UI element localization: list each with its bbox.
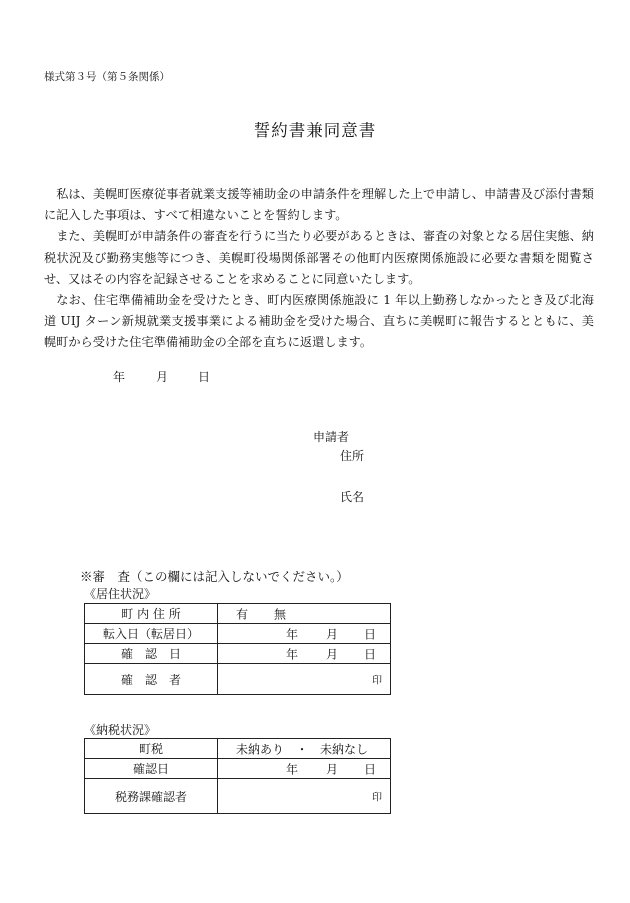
seal-mark: 印 [372, 675, 382, 687]
paragraph-2: また、美幌町が申請条件の審査を行うに当たり必要があるときは、審査の対象となる居住実態、納税状況及び勤務実態等につき、美幌町役場関係部署その他町内医療関係施設に必要な書類を閲覧させ、又はその内容を記録させることを求めることに同意いたします。 [44, 229, 594, 286]
table-row [85, 759, 391, 779]
table-row [85, 624, 391, 644]
table-row [85, 739, 391, 759]
paragraph-1: 私は、美幌町医療従事者就業支援等補助金の申請条件を理解した上で申請し、申請書及び添付書類に記入した事項は、すべて相違ないことを誓約します。 [44, 187, 594, 223]
residence-address-label: 町 内 住 所 [85, 604, 218, 624]
form-number: 様式第３号（第５条関係） [44, 71, 170, 83]
tax-confirmation-date-label: 確認日 [85, 759, 218, 779]
town-tax-label: 町税 [85, 739, 218, 759]
confirmation-date-value [218, 644, 391, 664]
date-year-label: 年 [113, 370, 126, 384]
day-label: 日 [364, 647, 377, 661]
name-label: 氏名 [340, 490, 365, 504]
move-in-date-label: 転入日（転居日） [85, 624, 218, 644]
table-row [85, 644, 391, 664]
seal-mark: 印 [372, 792, 382, 804]
move-in-date-value [218, 624, 391, 644]
date-month-label: 月 [156, 370, 169, 384]
town-tax-value [218, 739, 391, 759]
month-label: 月 [326, 647, 339, 661]
year-label: 年 [286, 762, 299, 776]
tax-confirmer-value [218, 779, 391, 814]
applicant-label: 申請者 [313, 430, 350, 444]
table-row [85, 664, 391, 695]
confirmer-label: 確 認 者 [85, 664, 218, 695]
month-label: 月 [326, 762, 339, 776]
residence-heading: 《居住状況》 [84, 587, 157, 601]
option-no: 無 [274, 607, 287, 621]
date-day-label: 日 [198, 370, 211, 384]
tax-confirmer-label: 税務課確認者 [85, 779, 218, 814]
tax-heading: 《納税状況》 [84, 723, 157, 737]
residence-table [84, 603, 391, 695]
option-yes: 有 [236, 607, 249, 621]
table-row [85, 604, 391, 624]
day-label: 日 [364, 762, 377, 776]
pledge-text [44, 184, 594, 354]
tax-table [84, 738, 391, 814]
year-label: 年 [286, 647, 299, 661]
tax-status-options: 未納あり ・ 未納なし [236, 742, 369, 756]
tax-confirmation-date-value [218, 759, 391, 779]
review-heading: ※審 査（この欄には記入しないでください。） [80, 569, 349, 584]
table-row [85, 779, 391, 814]
confirmation-date-label: 確 認 日 [85, 644, 218, 664]
confirmer-value [218, 664, 391, 695]
residence-address-value [218, 604, 391, 624]
month-label: 月 [326, 627, 339, 641]
year-label: 年 [286, 627, 299, 641]
paragraph-3: なお、住宅準備補助金を受けたとき、町内医療関係施設に 1 年以上勤務しなかったとき及び北海道 UIJ ターン新規就業支援事業による補助金を受けた場合、直ちに美幌町に報告するとともに、美幌町から受けた住宅準備補助金の全部を直ちに返還します。 [44, 293, 594, 350]
document-title: 誓約書兼同意書 [253, 121, 377, 140]
address-label: 住所 [340, 449, 365, 463]
day-label: 日 [364, 627, 377, 641]
